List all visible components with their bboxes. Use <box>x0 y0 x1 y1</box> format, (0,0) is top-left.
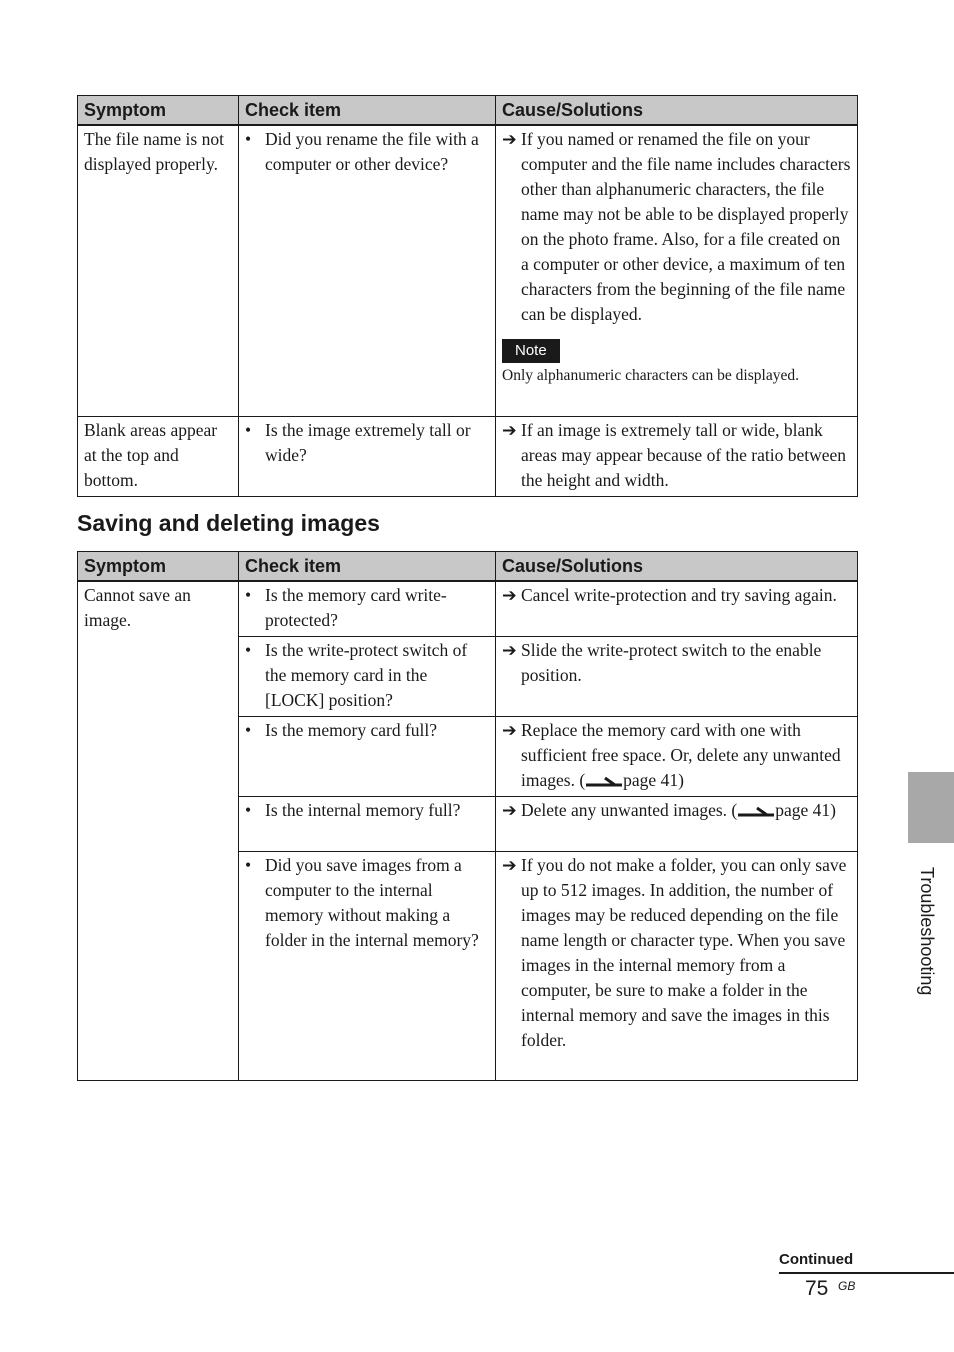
solution-text: Replace the memory card with one with sufficient free space. Or, delete any unwanted images. ( <box>521 719 841 790</box>
solution-cell <box>496 416 858 496</box>
solution-text: If you do not make a folder, you can only save up to 512 images. In addition, the number of images may be reduced depending on the file name length or character type. When you save images in the internal memory from a computer, be sure to make a folder in the internal memory and save the images in this folder. <box>521 854 847 1050</box>
chapter-side-label: Troubleshooting <box>917 867 937 996</box>
page-reference-text: page 41) <box>775 799 836 820</box>
bullet-icon: • <box>245 129 252 149</box>
symptom-cell <box>78 581 239 1080</box>
arrow-right-icon: ➔ <box>502 854 517 875</box>
page-reference-text: page 41) <box>623 769 684 790</box>
solution-text: Cancel write-protection and try saving again. <box>521 585 837 605</box>
symptom-cell <box>78 416 239 496</box>
arrow-right-icon: ➔ <box>502 639 517 660</box>
table-header-row <box>78 552 858 582</box>
header-symptom: Symptom <box>78 552 239 582</box>
check-text: Is the write-protect switch of the memory card in the [LOCK] position? <box>265 639 468 710</box>
check-text: Did you save images from a computer to the internal memory without making a folder in the internal memory? <box>265 854 479 950</box>
note-badge: Note <box>502 339 560 363</box>
header-check-item: Check item <box>239 96 496 126</box>
check-text: Did you rename the file with a computer or other device? <box>265 129 479 174</box>
page-reference-arrow-icon <box>585 775 623 787</box>
symptom-text: The file name is not displayed properly. <box>84 129 224 174</box>
troubleshooting-table-saving <box>77 551 858 1081</box>
arrow-right-icon: ➔ <box>502 799 517 820</box>
check-cell <box>239 581 496 636</box>
page-number: 75 <box>805 1277 829 1300</box>
solution-cell <box>496 581 858 636</box>
table-row <box>78 581 858 636</box>
bullet-icon: • <box>245 799 252 820</box>
solution-cell <box>496 636 858 716</box>
chapter-side-tab <box>908 772 954 843</box>
check-text: Is the image extremely tall or wide? <box>265 419 471 465</box>
section-heading: Saving and deleting images <box>77 510 380 536</box>
check-text: Is the memory card full? <box>265 719 438 740</box>
arrow-right-icon: ➔ <box>502 419 517 440</box>
bullet-icon: • <box>245 639 252 660</box>
solution-cell <box>496 125 858 416</box>
header-check-item: Check item <box>239 552 496 582</box>
header-symptom: Symptom <box>78 96 239 126</box>
arrow-right-icon: ➔ <box>502 719 517 740</box>
symptom-cell <box>78 125 239 416</box>
symptom-text: Cannot save an image. <box>84 585 191 630</box>
continued-label: Continued <box>779 1251 854 1268</box>
check-cell <box>239 416 496 496</box>
check-cell <box>239 636 496 716</box>
solution-text: Delete any unwanted images. ( <box>521 799 738 820</box>
footer-divider <box>779 1272 954 1274</box>
table-header-row <box>78 96 858 126</box>
arrow-right-icon: ➔ <box>502 585 517 605</box>
solution-cell <box>496 796 858 851</box>
check-cell <box>239 716 496 796</box>
check-cell <box>239 125 496 416</box>
solution-cell <box>496 851 858 1080</box>
bullet-icon: • <box>245 585 252 605</box>
symptom-text: Blank areas appear at the top and bottom. <box>84 419 218 490</box>
solution-text: If you named or renamed the file on your computer and the file name includes characters other than alphanumeric characters, the file name may not be able to be displayed properly on the photo frame. Also, for a file created on a computer or other device, a maximum of ten characters from the beginning of the file name can be displayed. <box>521 129 851 324</box>
page-number-suffix: GB <box>838 1279 856 1293</box>
solution-text: Slide the write-protect switch to the enable position. <box>521 639 822 685</box>
page-reference-arrow-icon <box>737 805 775 817</box>
table-row <box>78 416 858 496</box>
bullet-icon: • <box>245 419 252 440</box>
check-text: Is the internal memory full? <box>265 799 461 820</box>
check-cell <box>239 851 496 1080</box>
header-cause-solutions: Cause/Solutions <box>496 552 858 582</box>
solution-text: If an image is extremely tall or wide, blank areas may appear because of the ratio between the height and width. <box>521 419 847 490</box>
table-row <box>78 125 858 416</box>
check-text: Is the memory card write-protected? <box>265 585 447 630</box>
bullet-icon: • <box>245 854 252 875</box>
arrow-right-icon: ➔ <box>502 129 517 149</box>
bullet-icon: • <box>245 719 252 740</box>
solution-cell <box>496 716 858 796</box>
troubleshooting-table-display <box>77 95 858 497</box>
header-cause-solutions: Cause/Solutions <box>496 96 858 126</box>
note-text: Only alphanumeric characters can be displayed. <box>502 367 799 384</box>
check-cell <box>239 796 496 851</box>
